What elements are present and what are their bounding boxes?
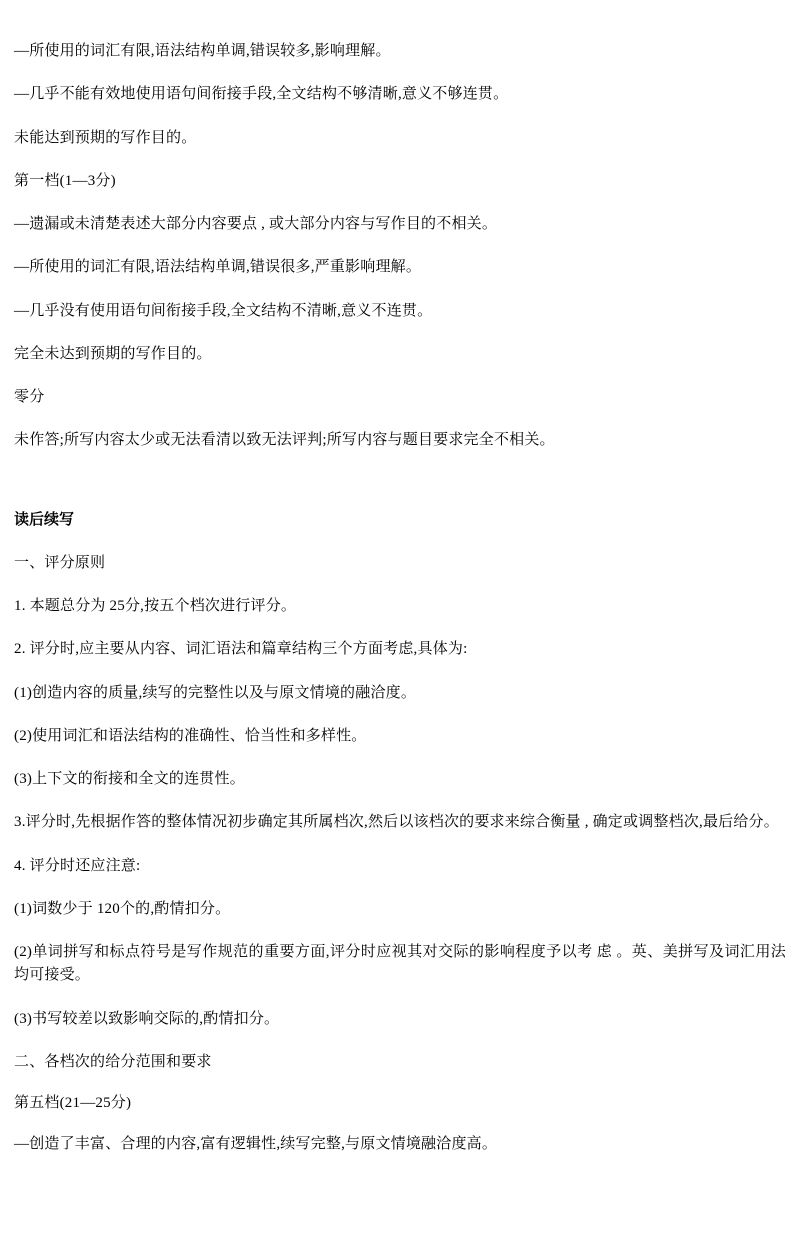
paragraph: —几乎没有使用语句间衔接手段,全文结构不清晰,意义不连贯。 [14,302,433,319]
paragraph: 2. 评分时,应主要从内容、词汇语法和篇章结构三个方面考虑,具体为: [14,641,468,658]
paragraph: —所使用的词汇有限,语法结构单调,错误较多,影响理解。 [14,43,391,59]
band-heading-level-1: 第一档(1—3分) [14,172,116,189]
paragraph: (3)书写较差以致影响交际的,酌情扣分。 [14,1010,280,1027]
paragraph: (2)使用词汇和语法结构的准确性、恰当性和多样性。 [14,727,367,744]
section-title-continuation-writing: 读后续写 [14,511,75,528]
paragraph: —创造了丰富、合理的内容,富有逻辑性,续写完整,与原文情境融洽度高。 [14,1136,498,1153]
paragraph: 4. 评分时还应注意: [14,857,141,874]
paragraph: (2)单词拼写和标点符号是写作规范的重要方面,评分时应视其对交际的影响程度予以考 虑 。英、美拼写及词汇用法均可接受。 [14,944,786,984]
subsection-band-ranges: 二、各档次的给分范围和要求 [14,1053,212,1070]
paragraph: 未能达到预期的写作目的。 [14,129,197,146]
section-divider [14,473,786,509]
paragraph: 3.评分时,先根据作答的整体情况初步确定其所属档次,然后以该档次的要求来综合衡量 , 确定或调整档次,最后给分。 [14,814,779,831]
paragraph: 完全未达到预期的写作目的。 [14,345,212,362]
zero-score-heading: 零分 [14,389,45,405]
document-body [14,40,786,1177]
paragraph: —所使用的词汇有限,语法结构单调,错误很多,严重影响理解。 [14,259,422,276]
paragraph: —几乎不能有效地使用语句间衔接手段,全文结构不够清晰,意义不够连贯。 [14,86,509,103]
paragraph: 未作答;所写内容太少或无法看清以致无法评判;所写内容与题目要求完全不相关。 [14,432,555,449]
paragraph: (1)创造内容的质量,续写的完整性以及与原文情境的融洽度。 [14,684,417,701]
paragraph: 1. 本题总分为 25分,按五个档次进行评分。 [14,598,297,614]
paragraph: (3)上下文的衔接和全文的连贯性。 [14,771,245,787]
band-heading-level-5: 第五档(21—25分) [14,1095,132,1111]
paragraph: —遗漏或未清楚表述大部分内容要点 , 或大部分内容与写作目的不相关。 [14,216,498,232]
subsection-scoring-principles: 一、评分原则 [14,554,106,571]
paragraph: (1)词数少于 120个的,酌情扣分。 [14,900,231,917]
